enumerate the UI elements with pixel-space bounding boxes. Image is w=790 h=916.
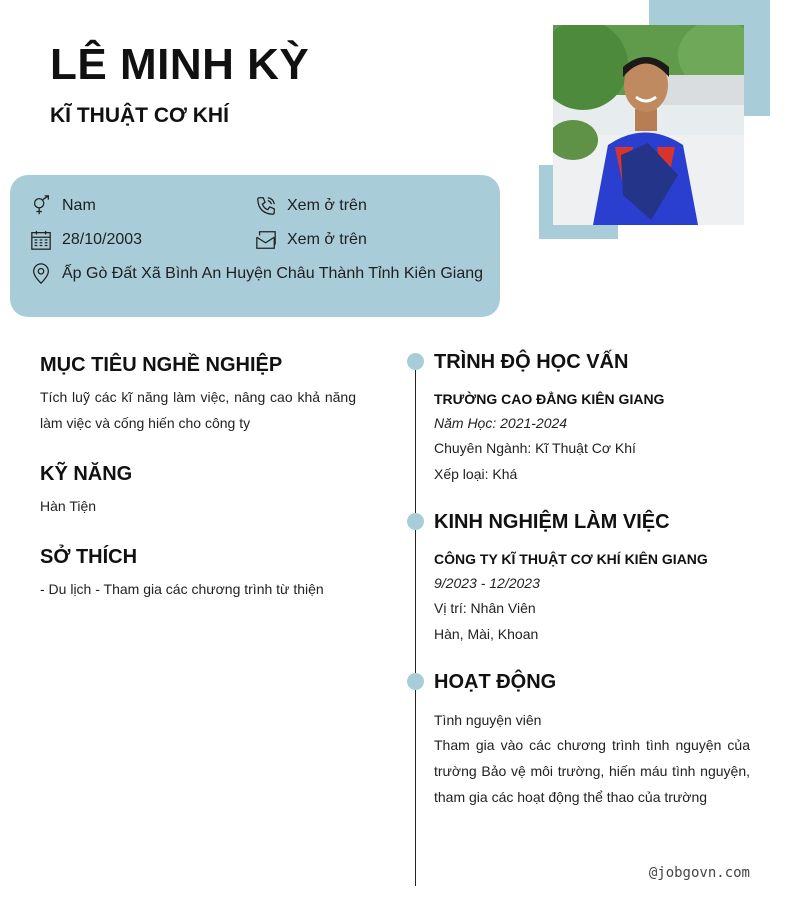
gender-row (30, 195, 96, 217)
contact-info-box (10, 175, 500, 317)
skills-title: KỸ NĂNG (40, 463, 133, 485)
timeline-dot-activities (407, 673, 424, 690)
timeline-dot-experience (407, 513, 424, 530)
gender-icon (30, 195, 52, 217)
job-title: KĨ THUẬT CƠ KHÍ (50, 104, 229, 127)
experience-period: 9/2023 - 12/2023 (434, 575, 540, 591)
school-name: TRƯỜNG CAO ĐẲNG KIÊN GIANG (434, 391, 665, 407)
phone-icon (255, 195, 277, 217)
email-row (255, 229, 367, 251)
activities-text: Tham gia vào các chương trình tình nguyện của trường Bảo vệ môi trường, hiến máu tình nguyện, tham gia các hoạt động thể thao của trường (434, 737, 750, 805)
phone-value: Xem ở trên (287, 197, 367, 214)
activities-role: Tình nguyện viên (434, 712, 542, 728)
phone-row (255, 195, 367, 217)
objective-title: MỤC TIÊU NGHỀ NGHIỆP (40, 354, 283, 376)
hobbies-title: SỞ THÍCH (40, 546, 138, 568)
activities-title: HOẠT ĐỘNG (434, 671, 557, 693)
education-major: Chuyên Ngành: Kĩ Thuật Cơ Khí (434, 440, 636, 456)
timeline-dot-education (407, 353, 424, 370)
address-row (30, 263, 483, 285)
timeline-line (415, 356, 416, 886)
objective-text: Tích luỹ các kĩ năng làm việc, nâng cao khả năng làm việc và cống hiến cho công ty (40, 389, 356, 431)
gender-value: Nam (62, 197, 96, 214)
experience-title: KINH NGHIỆM LÀM VIỆC (434, 511, 670, 533)
company-name: CÔNG TY KĨ THUẬT CƠ KHÍ KIÊN GIANG (434, 551, 708, 567)
experience-position: Vị trí: Nhân Viên (434, 600, 536, 616)
watermark: @jobgovn.com (648, 865, 750, 881)
birthday-row (30, 229, 142, 251)
profile-photo (553, 25, 744, 225)
education-title: TRÌNH ĐỘ HỌC VẤN (434, 351, 629, 373)
location-icon (30, 263, 52, 285)
experience-tasks: Hàn, Mài, Khoan (434, 626, 539, 642)
skills-text: Hàn Tiện (40, 498, 97, 514)
hobbies-text: - Du lịch - Tham gia các chương trình từ thiện (40, 581, 324, 597)
education-grade: Xếp loại: Khá (434, 466, 518, 482)
birthday-value: 28/10/2003 (62, 231, 143, 248)
email-icon (255, 229, 277, 251)
calendar-icon (30, 229, 52, 251)
education-years: Năm Học: 2021-2024 (434, 415, 568, 431)
address-value: Ấp Gò Đất Xã Bình An Huyện Châu Thành Tỉnh Kiên Giang (62, 265, 484, 282)
candidate-name: LÊ MINH KỲ (50, 40, 310, 89)
email-value: Xem ở trên (287, 231, 367, 248)
